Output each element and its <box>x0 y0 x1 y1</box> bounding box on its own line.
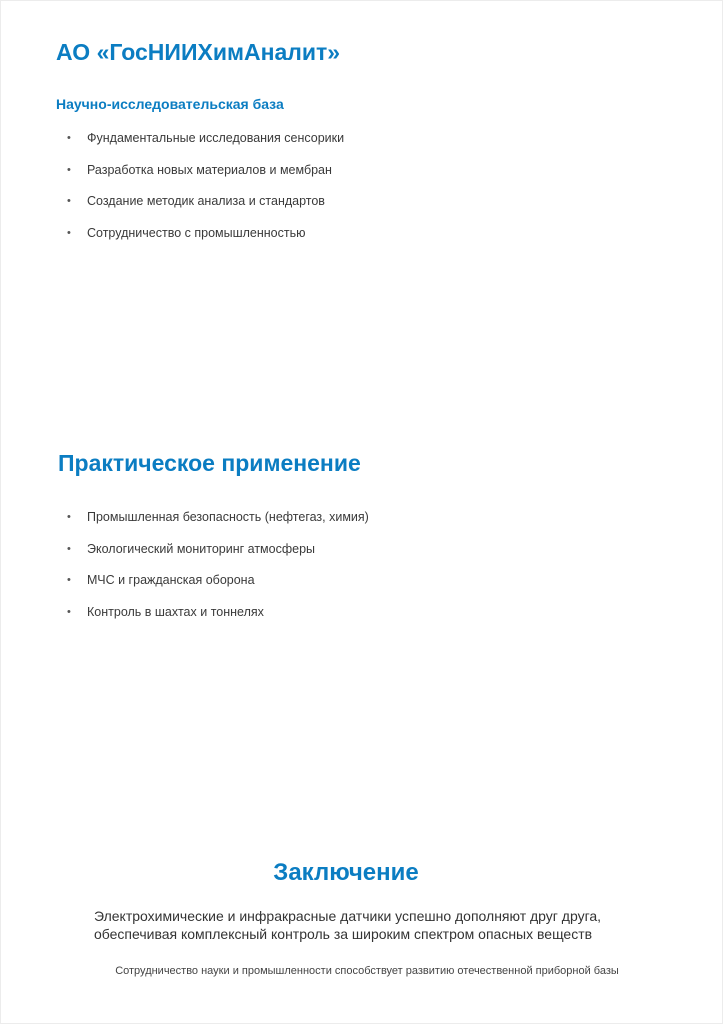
practice-heading: Практическое применение <box>58 450 361 476</box>
list-item <box>67 129 344 161</box>
conclusion-heading: Заключение <box>273 859 419 886</box>
practice-item-text: Контроль в шахтах и тоннелях <box>87 605 264 620</box>
list-item <box>67 571 369 603</box>
bullet-icon: • <box>67 542 71 555</box>
list-item <box>67 603 369 635</box>
practice-list <box>67 508 369 635</box>
list-item <box>67 192 344 224</box>
footnote: Сотрудничество науки и промышленности способствует развитию отечественной приборной базы <box>115 965 619 977</box>
bullet-icon: • <box>67 606 71 619</box>
conclusion-line-2: обеспечивая комплексный контроль за широким спектром опасных веществ <box>94 926 593 942</box>
research-heading: Научно-исследовательская база <box>56 96 284 112</box>
list-item <box>67 224 344 256</box>
practice-item-text: МЧС и гражданская оборона <box>87 573 255 588</box>
page-title: АО «ГосНИИХимАналит» <box>56 39 341 65</box>
bullet-icon: • <box>67 163 71 176</box>
list-item <box>67 161 344 193</box>
research-item-text: Создание методик анализа и стандартов <box>87 194 325 209</box>
conclusion-line-1: Электрохимические и инфракрасные датчики успешно дополняют друг друга, <box>94 908 602 924</box>
practice-item-text: Промышленная безопасность (нефтегаз, химия) <box>87 510 369 524</box>
conclusion-paragraph <box>94 907 684 943</box>
practice-item-text: Экологический мониторинг атмосферы <box>87 541 316 556</box>
list-item <box>67 508 369 540</box>
bullet-icon: • <box>67 132 71 144</box>
research-item-text: Сотрудничество с промышленностью <box>87 226 306 241</box>
list-item <box>67 540 369 572</box>
research-list <box>67 129 344 256</box>
research-item-text: Разработка новых материалов и мембран <box>87 162 332 177</box>
research-item-text: Фундаментальные исследования сенсорики <box>87 131 345 145</box>
bullet-icon: • <box>67 511 71 523</box>
bullet-icon: • <box>67 574 71 587</box>
bullet-icon: • <box>67 227 71 240</box>
bullet-icon: • <box>67 195 71 208</box>
